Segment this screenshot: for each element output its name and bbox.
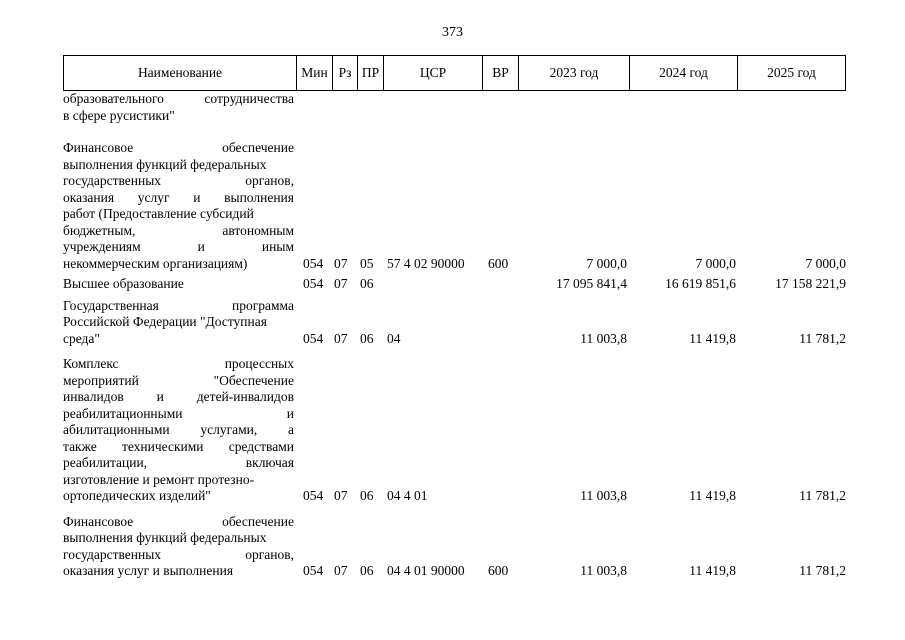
row-name bbox=[63, 91, 294, 124]
row-2023: 11 003,8 bbox=[580, 330, 627, 346]
row-2025: 11 781,2 bbox=[799, 563, 846, 578]
row-csr: 04 bbox=[387, 330, 401, 346]
table-body bbox=[63, 91, 846, 580]
row-2024: 7 000,0 bbox=[695, 255, 736, 271]
row-vr: 600 bbox=[488, 255, 509, 271]
row-2023: 7 000,0 bbox=[586, 255, 627, 271]
row-2023: 11 003,8 bbox=[580, 563, 627, 578]
row-2024: 11 419,8 bbox=[689, 330, 736, 346]
row-name-line: работ (Предоставление субсидий bbox=[63, 206, 254, 221]
row-min: 054 bbox=[303, 488, 324, 503]
row-pr: 05 bbox=[360, 255, 374, 271]
row-min: 054 bbox=[303, 276, 324, 291]
row-name-line: образовательного сотрудничества bbox=[63, 91, 294, 106]
row-name-line: мероприятий "Обеспечение bbox=[63, 372, 294, 388]
row-rz: 07 bbox=[334, 276, 348, 291]
row-rz: 07 bbox=[334, 563, 348, 578]
table-row bbox=[63, 514, 846, 580]
row-name-line: среда" bbox=[63, 330, 100, 346]
row-name-line: оказания услуг и выполнения bbox=[63, 563, 234, 578]
row-2023: 11 003,8 bbox=[580, 488, 627, 503]
table-row bbox=[63, 298, 846, 348]
row-2024: 11 419,8 bbox=[689, 488, 736, 503]
row-2025: 11 781,2 bbox=[799, 488, 846, 503]
row-2023: 17 095 841,4 bbox=[556, 276, 627, 291]
header-name: Наименование bbox=[64, 56, 297, 90]
row-rz: 07 bbox=[334, 488, 348, 503]
row-name-line: Финансовое обеспечение bbox=[63, 140, 294, 155]
row-csr: 57 4 02 90000 bbox=[387, 255, 465, 271]
row-name-line: государственных органов, bbox=[63, 546, 294, 562]
row-rz: 07 bbox=[334, 330, 348, 346]
row-csr: 04 4 01 90000 bbox=[387, 563, 465, 578]
row-name-line: ортопедических изделий" bbox=[63, 488, 211, 503]
row-pr: 06 bbox=[360, 563, 374, 578]
header-2023: 2023 год bbox=[519, 56, 630, 90]
page-number: 373 bbox=[442, 25, 463, 40]
row-2025: 17 158 221,9 bbox=[775, 276, 846, 291]
row-min: 054 bbox=[303, 563, 324, 578]
row-name-line: выполнения функций федеральных bbox=[63, 530, 267, 545]
row-pr: 06 bbox=[360, 330, 374, 346]
table-row bbox=[63, 91, 846, 124]
row-2024: 11 419,8 bbox=[689, 563, 736, 578]
row-name-line: Российской Федерации "Доступная bbox=[63, 314, 267, 329]
row-name-line: инвалидов и детей-инвалидов bbox=[63, 389, 294, 404]
header-2025: 2025 год bbox=[767, 65, 816, 80]
row-2025: 7 000,0 bbox=[805, 255, 846, 271]
table-row bbox=[63, 356, 846, 505]
row-name-line: также техническими средствами bbox=[63, 438, 294, 454]
row-vr: 600 bbox=[488, 563, 509, 578]
row-name-line: в сфере русистики" bbox=[63, 107, 175, 123]
row-name-line: некоммерческим организациям) bbox=[63, 255, 248, 271]
row-name-line: оказания услуг и выполнения bbox=[63, 189, 294, 205]
table-header bbox=[63, 55, 846, 91]
row-name bbox=[63, 276, 294, 293]
row-name-line: Финансовое обеспечение bbox=[63, 513, 294, 529]
row-name bbox=[63, 140, 294, 272]
table-row bbox=[63, 276, 846, 293]
row-name-line: учреждениям и иным bbox=[63, 239, 294, 254]
row-pr: 06 bbox=[360, 276, 374, 291]
row-name-line: Высшее образование bbox=[63, 276, 184, 291]
row-name-line: реабилитации, включая bbox=[63, 455, 294, 470]
row-min: 054 bbox=[303, 330, 324, 346]
header-2024: 2024 год bbox=[630, 56, 738, 90]
row-name-line: изготовление и ремонт протезно- bbox=[63, 471, 255, 487]
table-row bbox=[63, 140, 846, 272]
row-min: 054 bbox=[303, 255, 324, 271]
row-name-line: бюджетным, автономным bbox=[63, 222, 294, 238]
row-name-line: абилитационными услугами, а bbox=[63, 422, 294, 437]
row-name bbox=[63, 298, 294, 348]
row-2025: 11 781,2 bbox=[799, 330, 846, 346]
header-rz: Рз bbox=[333, 56, 358, 90]
row-name-line: выполнения функций федеральных bbox=[63, 156, 267, 172]
row-2024: 16 619 851,6 bbox=[665, 276, 736, 291]
row-pr: 06 bbox=[360, 488, 374, 503]
row-csr: 04 4 01 bbox=[387, 488, 428, 503]
row-name-line: реабилитационными и bbox=[63, 405, 294, 421]
row-name-line: Государственная программа bbox=[63, 297, 294, 313]
row-name bbox=[63, 356, 294, 505]
row-name bbox=[63, 514, 294, 580]
header-pr: ПР bbox=[358, 56, 384, 90]
header-csr: ЦСР bbox=[384, 56, 483, 90]
row-rz: 07 bbox=[334, 255, 348, 271]
row-name-line: государственных органов, bbox=[63, 173, 294, 188]
header-vr: ВР bbox=[483, 56, 519, 90]
row-name-line: Комплекс процессных bbox=[63, 356, 294, 371]
header-min: Мин bbox=[297, 56, 333, 90]
